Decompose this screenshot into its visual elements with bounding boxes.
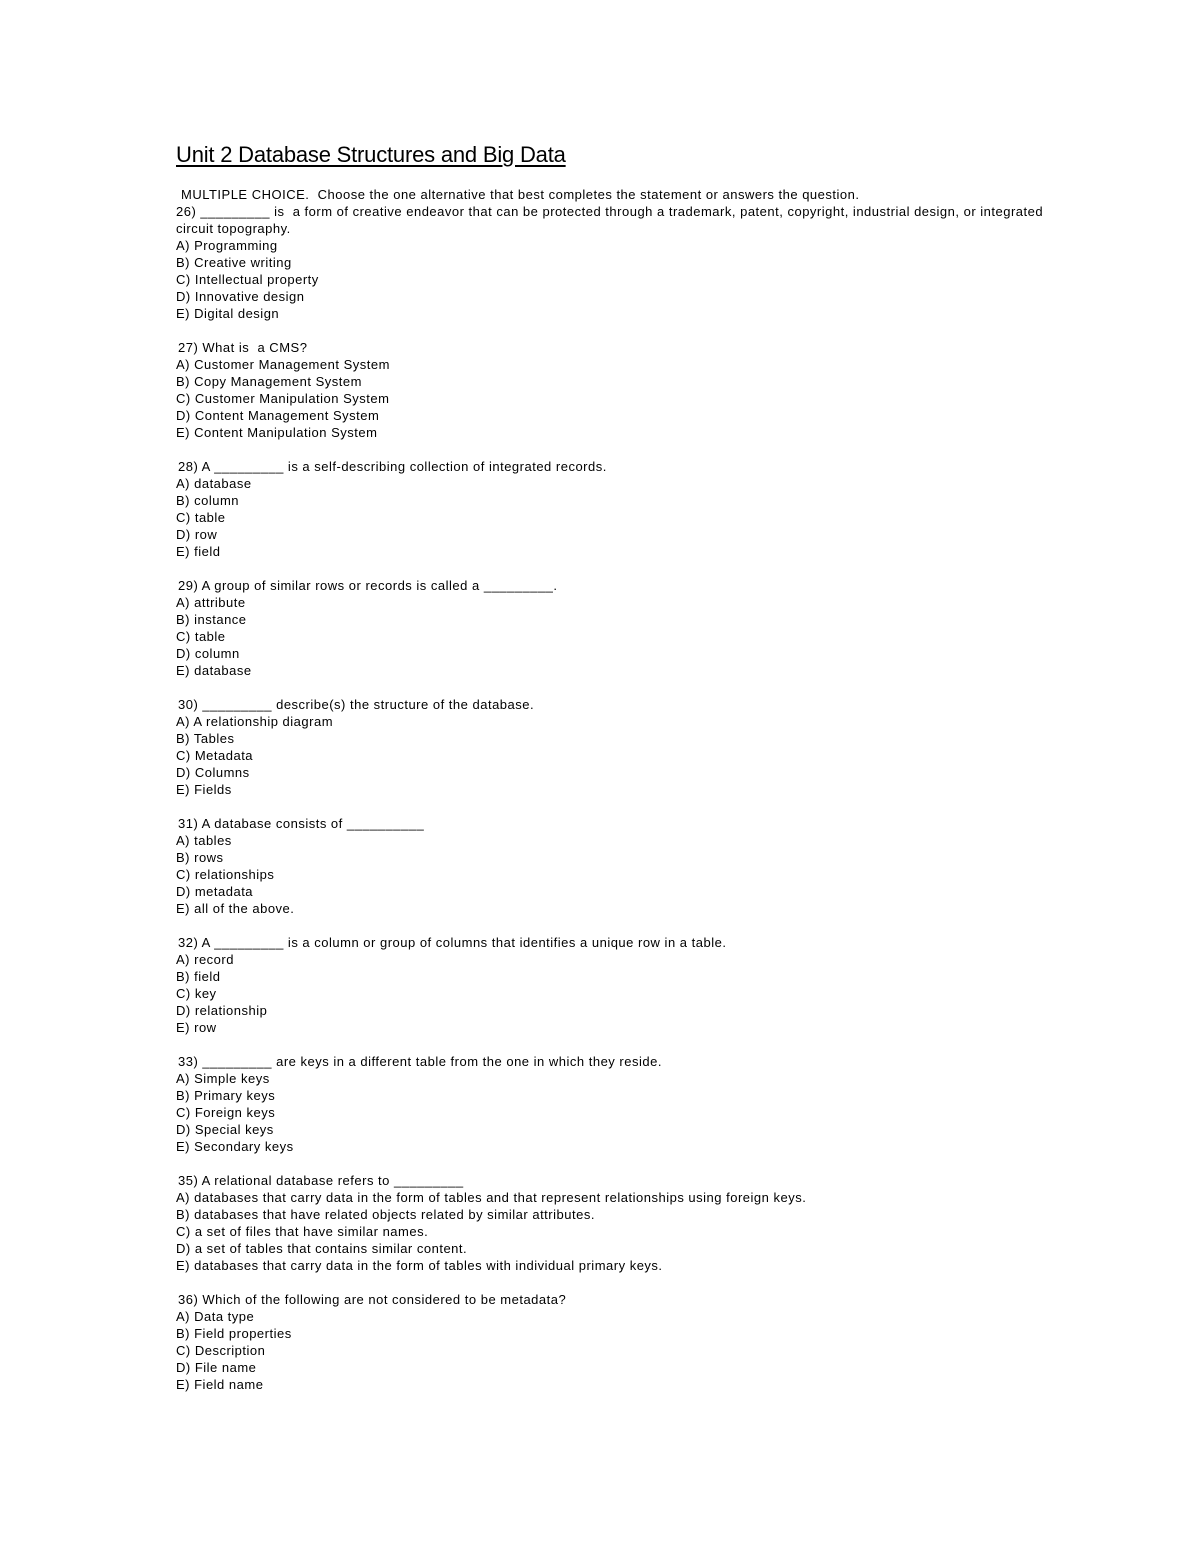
question-stem: 31) A database consists of __________ (178, 816, 425, 831)
question-stem: 36) Which of the following are not considered to be metadata? (178, 1292, 567, 1307)
answer-option: B) column (176, 493, 240, 508)
answer-option: D) column (176, 646, 240, 661)
question-stem: 29) A group of similar rows or records is called a _________. (178, 578, 558, 593)
answer-option: D) a set of tables that contains similar content. (176, 1241, 468, 1256)
question-block (176, 934, 1056, 1036)
question-stem: 30) _________ describe(s) the structure of the database. (178, 697, 535, 712)
answer-option: C) Foreign keys (176, 1105, 276, 1120)
question-stem: 33) _________ are keys in a different table from the one in which they reside. (178, 1054, 662, 1069)
question-block (176, 203, 1056, 322)
answer-option: D) Columns (176, 765, 250, 780)
answer-option: C) Customer Manipulation System (176, 391, 390, 406)
answer-option: C) key (176, 986, 217, 1001)
answer-option: E) all of the above. (176, 901, 295, 916)
answer-option: D) File name (176, 1360, 257, 1375)
answer-option: A) tables (176, 833, 232, 848)
question-block (176, 339, 1056, 441)
document-title: Unit 2 Database Structures and Big Data (176, 142, 566, 167)
answer-option: A) database (176, 476, 252, 491)
question-block (176, 1291, 1056, 1393)
answer-option: C) table (176, 629, 226, 644)
question-stem: 28) A _________ is a self-describing collection of integrated records. (178, 459, 607, 474)
answer-option: D) Special keys (176, 1122, 274, 1137)
answer-option: B) rows (176, 850, 224, 865)
answer-option: D) metadata (176, 884, 254, 899)
answer-option: D) Content Management System (176, 408, 380, 423)
answer-option: B) instance (176, 612, 247, 627)
question-block (176, 696, 1056, 798)
question-block (176, 815, 1056, 917)
answer-option: C) Intellectual property (176, 272, 319, 287)
answer-option: A) databases that carry data in the form of tables and that represent relationships using foreign keys. (176, 1190, 807, 1205)
answer-option: B) Tables (176, 731, 235, 746)
document-page (176, 140, 1056, 1410)
answer-option: A) A relationship diagram (176, 714, 334, 729)
answer-option: A) Data type (176, 1309, 255, 1324)
answer-option: E) Secondary keys (176, 1139, 294, 1154)
answer-option: E) Content Manipulation System (176, 425, 378, 440)
answer-option: E) Field name (176, 1377, 264, 1392)
answer-option: B) Creative writing (176, 255, 292, 270)
question-block (176, 577, 1056, 679)
answer-option: D) relationship (176, 1003, 268, 1018)
question-block (176, 1053, 1056, 1155)
question-stem: 35) A relational database refers to _________ (178, 1173, 464, 1188)
question-block (176, 1172, 1056, 1274)
answer-option: B) Primary keys (176, 1088, 276, 1103)
answer-option: E) database (176, 663, 252, 678)
answer-option: D) Innovative design (176, 289, 305, 304)
answer-option: C) a set of files that have similar names. (176, 1224, 429, 1239)
answer-option: A) record (176, 952, 234, 967)
answer-option: A) Simple keys (176, 1071, 270, 1086)
answer-option: C) Metadata (176, 748, 254, 763)
answer-option: D) row (176, 527, 218, 542)
answer-option: C) Description (176, 1343, 266, 1358)
answer-option: B) Field properties (176, 1326, 292, 1341)
answer-option: E) Fields (176, 782, 232, 797)
instructions-text: MULTIPLE CHOICE. Choose the one alternative that best completes the statement or answers the question. (181, 187, 860, 202)
question-stem: 27) What is a CMS? (178, 340, 308, 355)
answer-option: E) Digital design (176, 306, 280, 321)
answer-option: C) relationships (176, 867, 275, 882)
answer-option: E) databases that carry data in the form of tables with individual primary keys. (176, 1258, 663, 1273)
answer-option: B) databases that have related objects related by similar attributes. (176, 1207, 595, 1222)
answer-option: A) attribute (176, 595, 246, 610)
answer-option: B) Copy Management System (176, 374, 362, 389)
answer-option: E) row (176, 1020, 217, 1035)
answer-option: C) table (176, 510, 226, 525)
question-block (176, 458, 1056, 560)
question-stem: 26) _________ is a form of creative endeavor that can be protected through a trademark, patent, copyright, industrial design, or integrated circuit topography. (176, 204, 1048, 236)
answer-option: E) field (176, 544, 221, 559)
answer-option: A) Programming (176, 238, 278, 253)
answer-option: A) Customer Management System (176, 357, 390, 372)
question-stem: 32) A _________ is a column or group of columns that identifies a unique row in a table. (178, 935, 727, 950)
answer-option: B) field (176, 969, 221, 984)
